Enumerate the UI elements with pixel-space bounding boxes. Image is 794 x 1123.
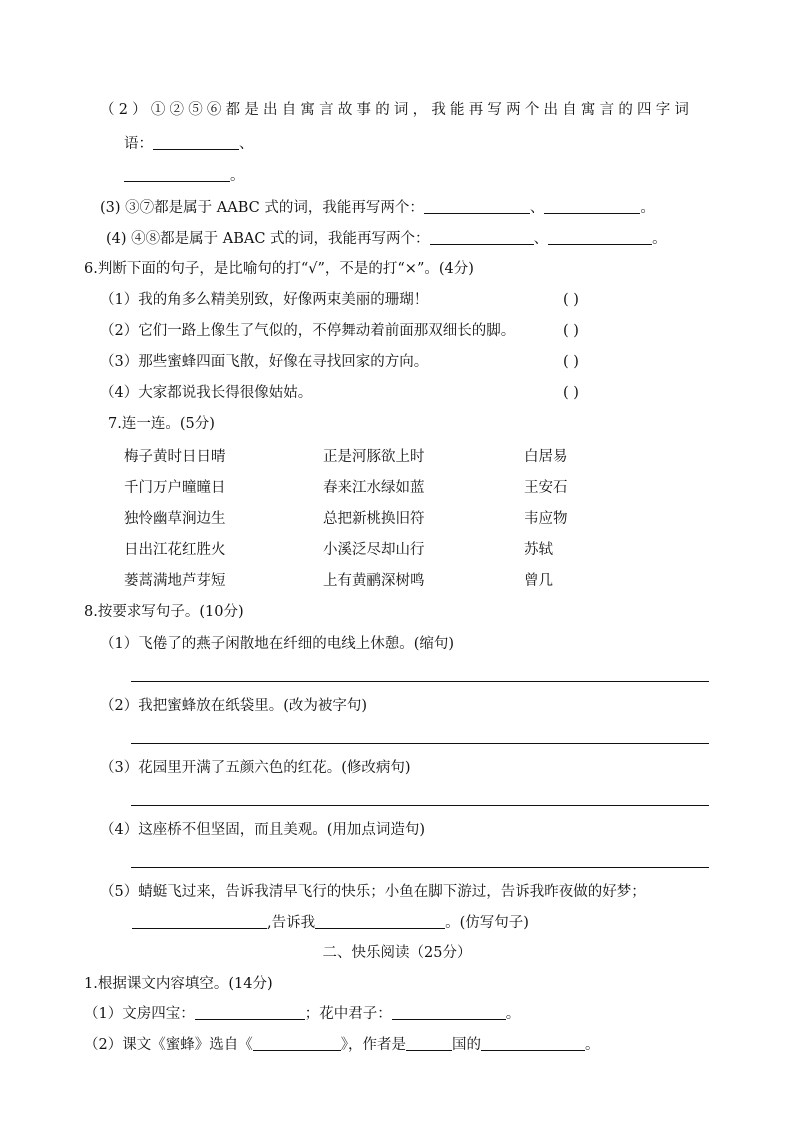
sub2-end: 。 (584, 1037, 600, 1053)
sub2-label-b: 》，作者是 (340, 1037, 406, 1053)
q7-col3-item-1[interactable]: 白居易 (524, 449, 568, 465)
sub1-end: 。 (505, 1006, 521, 1022)
q5-sub2-line3 (124, 166, 245, 186)
q8-heading: 8.按要求写句子。(10分) (84, 604, 244, 620)
q7-col2-item-1[interactable]: 正是河豚欲上时 (323, 449, 425, 465)
sub1-blank-2[interactable] (392, 1005, 506, 1020)
q5-sub2-sep: 、 (239, 136, 254, 152)
sub1-blank-1[interactable] (195, 1005, 305, 1020)
q5-sub2-prefix: 语： (124, 136, 153, 152)
q5-sub4-end: 。 (652, 231, 667, 247)
section-2-q1-sub1 (84, 1004, 520, 1024)
q8-item-3: （3）花园里开满了五颜六色的红花。(修改病句) (100, 760, 411, 776)
sub2-blank-2[interactable] (406, 1036, 452, 1051)
q5-sub3-text: (3) ③⑦都是属于 AABC 式的词，我能再写两个： (100, 200, 424, 216)
sub1-label-b: ；花中君子： (304, 1006, 392, 1022)
q5-sub2-line2 (124, 134, 254, 154)
q6-answer-bracket-1[interactable]: ( ) (563, 292, 579, 308)
q7-col1-item-2[interactable]: 千门万户曈曈日 (124, 480, 226, 496)
q7-heading: 7.连一连。(5分) (108, 416, 215, 432)
q5-sub4-blank-1[interactable] (430, 230, 534, 245)
q7-col2-item-4[interactable]: 小溪泛尽却山行 (323, 542, 425, 558)
q7-col3-item-2[interactable]: 王安石 (524, 480, 568, 496)
q8-sub5-blank-1[interactable] (132, 914, 267, 929)
q6-answer-bracket-4[interactable]: ( ) (563, 385, 579, 401)
q8-item-1: （1）飞倦了的燕子闲散地在纤细的电线上休憩。(缩句) (100, 636, 455, 652)
q8-sub5-blank-2[interactable] (315, 914, 445, 929)
sub2-label-a: （2）课文《蜜蜂》选自《 (84, 1037, 253, 1053)
q7-col2-item-5[interactable]: 上有黄鹂深树鸣 (323, 573, 425, 589)
q6-answer-bracket-2[interactable]: ( ) (563, 323, 579, 339)
q8-item-5-line2 (132, 913, 529, 933)
q7-col3-item-3[interactable]: 韦应物 (524, 511, 568, 527)
q7-col3-item-4[interactable]: 苏轼 (524, 542, 553, 558)
q8-answer-line-2[interactable] (131, 743, 709, 744)
q7-col1-item-3[interactable]: 独怜幽草涧边生 (124, 511, 226, 527)
q6-item-1: （1）我的角多么精美别致，好像两束美丽的珊瑚！ (100, 292, 429, 308)
q6-item-3: （3）那些蜜蜂四面飞散，好像在寻找回家的方向。 (100, 354, 429, 370)
sub1-label-a: （1）文房四宝： (84, 1006, 195, 1022)
q8-answer-line-3[interactable] (131, 805, 709, 806)
q5-sub2-blank-1[interactable] (153, 135, 239, 150)
q6-heading: 6.判断下面的句子，是比喻句的打“√”，不是的打“×”。(4分) (84, 261, 474, 277)
section-2-title: 二、快乐阅读（25分） (322, 945, 472, 961)
q8-answer-line-4[interactable] (131, 867, 709, 868)
q5-sub2-line1: （2）①②⑤⑥都是出自寓言故事的词，我能再写两个出自寓言的四字词 (100, 102, 694, 118)
q7-col1-item-1[interactable]: 梅子黄时日日晴 (124, 449, 226, 465)
q6-item-4: （4）大家都说我长得很像姑姑。 (100, 385, 313, 401)
q5-sub4-sep: 、 (533, 231, 549, 247)
q6-answer-bracket-3[interactable]: ( ) (563, 354, 579, 370)
q6-item-2: （2）它们一路上像生了气似的，不停舞动着前面那双细长的脚。 (100, 323, 516, 339)
q5-sub4 (106, 229, 667, 249)
q8-sub5-mid: ,告诉我 (267, 915, 316, 931)
q7-col2-item-2[interactable]: 春来江水绿如蓝 (323, 480, 425, 496)
q5-sub4-blank-2[interactable] (548, 230, 652, 245)
q5-sub3-blank-1[interactable] (424, 199, 530, 214)
q5-sub3-end: 。 (640, 200, 655, 216)
sub2-blank-1[interactable] (253, 1036, 341, 1051)
q5-sub3-blank-2[interactable] (544, 199, 640, 214)
q5-sub2-end: 。 (230, 168, 245, 184)
q8-item-5: （5）蜻蜓飞过来，告诉我清早飞行的快乐；小鱼在脚下游过，告诉我昨夜做的好梦； (100, 884, 646, 900)
q8-item-2: （2）我把蜜蜂放在纸袋里。(改为被字句) (100, 698, 368, 714)
q5-sub3-sep: 、 (529, 200, 545, 216)
q8-item-4: （4）这座桥不但坚固，而且美观。(用加点词造句) (100, 822, 426, 838)
section-2-q1-heading: 1.根据课文内容填空。(14分) (84, 976, 273, 992)
q8-answer-line-1[interactable] (131, 681, 709, 682)
q5-sub2-blank-2[interactable] (124, 167, 230, 182)
sub2-label-c: 国的 (451, 1037, 481, 1053)
q7-col3-item-5[interactable]: 曾几 (524, 573, 553, 589)
q7-col2-item-3[interactable]: 总把新桃换旧符 (323, 511, 425, 527)
q7-col1-item-4[interactable]: 日出江花红胜火 (124, 542, 226, 558)
q8-sub5-end: 。(仿写句子) (445, 915, 529, 931)
q5-sub4-text: (4) ④⑧都是属于 ABAC 式的词，我能再写两个： (106, 231, 430, 247)
sub2-blank-3[interactable] (481, 1036, 585, 1051)
section-2-q1-sub2 (84, 1035, 599, 1055)
q5-sub3 (100, 198, 655, 218)
q7-col1-item-5[interactable]: 蒌蒿满地芦芽短 (124, 573, 226, 589)
